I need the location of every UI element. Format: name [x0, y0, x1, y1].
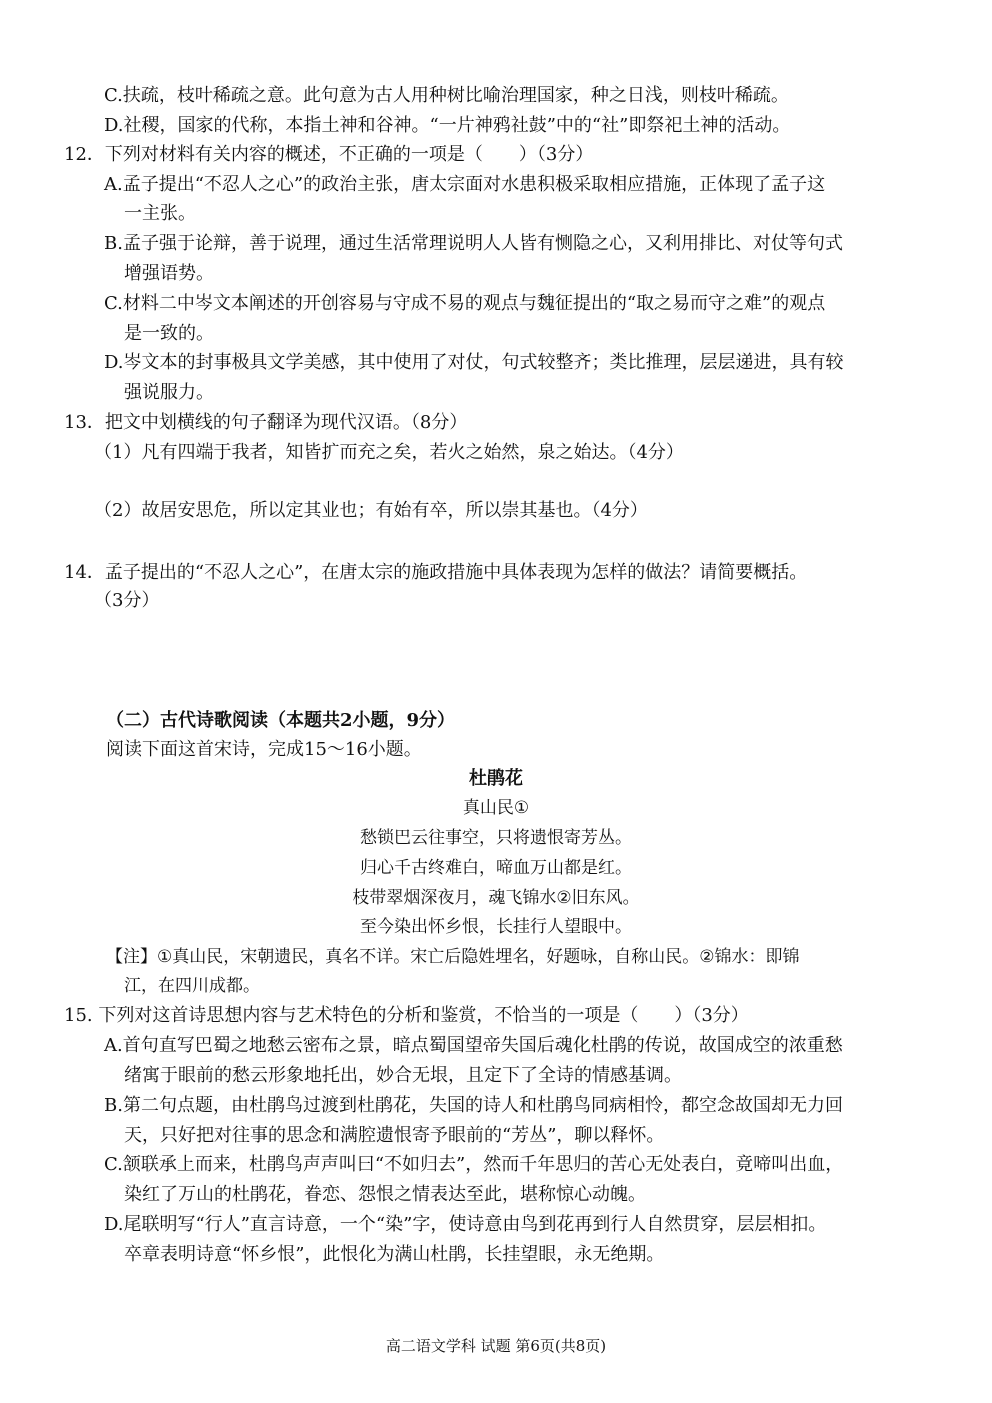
option-15-b-cont: 天，只好把对往事的思念和满腔遗恨寄予眼前的“芳丛”，聊以释怀。 [124, 1125, 665, 1146]
question-12-stem: 12．下列对材料有关内容的概述，不正确的一项是（ ）（3分） [64, 144, 594, 165]
poem-line-2: 归心千古终难白，啼血万山都是红。 [360, 858, 632, 878]
option-12-d: D.岑文本的封事极具文学美感，其中使用了对仗，句式较整齐；类比推理，层层递进，具有较 [104, 352, 844, 373]
page-footer: 高二语文学科 试题 第6页(共8页) [385, 1337, 607, 1355]
poem-line-1: 愁锁巴云往事空，只将遗恨寄芳丛。 [360, 828, 632, 848]
poem-author: 真山民① [462, 798, 530, 818]
option-15-d-cont: 卒章表明诗意“怀乡恨”，此恨化为满山杜鹃，长挂望眼，永无绝期。 [124, 1244, 665, 1265]
option-15-a: A.首句直写巴蜀之地愁云密布之景，暗点蜀国望帝失国后魂化杜鹃的传说，故国成空的浓重愁 [104, 1035, 843, 1056]
question-13-stem: 13．把文中划横线的句子翻译为现代汉语。（8分） [64, 412, 468, 433]
option-15-c: C.颔联承上而来，杜鹃鸟声声叫曰“不如归去”，然而千年思归的苦心无处表白，竟啼叫出血， [104, 1154, 844, 1175]
question-15-stem: 15. 下列对这首诗思想内容与艺术特色的分析和鉴赏，不恰当的一项是（ ）（3分） [64, 1005, 749, 1026]
option-12-a: A.孟子提出“不忍人之心”的政治主张，唐太宗面对水患积极采取相应措施，正体现了孟子这 [104, 174, 826, 195]
question-13-sentence-1: （1）凡有四端于我者，知皆扩而充之矣，若火之始然，泉之始达。（4分） [94, 442, 684, 463]
poem-line-3: 枝带翠烟深夜月，魂飞锦水②旧东风。 [352, 888, 640, 908]
option-12-b: B.孟子强于论辩，善于说理，通过生活常理说明人人皆有恻隐之心，又利用排比、对仗等句式 [104, 233, 843, 254]
option-12-d-cont: 强说服力。 [124, 382, 214, 403]
option-12-a-cont: 一主张。 [124, 203, 196, 224]
option-15-b: B.第二句点题，由杜鹃鸟过渡到杜鹃花，失国的诗人和杜鹃鸟同病相怜，都空念故国却无力回 [104, 1095, 843, 1116]
option-11-d: D.社稷，国家的代称，本指土神和谷神。“一片神鸦社鼓”中的“社”即祭祀土神的活动。 [104, 115, 791, 136]
section-2-heading: （二）古代诗歌阅读（本题共2小题，9分） [106, 710, 456, 731]
poem-title: 杜鹃花 [469, 768, 523, 789]
poem-note: 【注】①真山民，宋朝遗民，真名不详。宋亡后隐姓埋名，好题咏，自称山民。②锦水：即锦 [106, 947, 800, 967]
question-13-sentence-2: （2）故居安思危，所以定其业也；有始有卒，所以崇其基也。（4分） [94, 500, 648, 521]
question-14-points: （3分） [94, 590, 160, 611]
option-15-d: D.尾联明写“行人”直言诗意，一个“染”字，使诗意由鸟到花再到行人自然贯穿，层层相扣。 [104, 1214, 827, 1235]
poem-note-cont: 江，在四川成都。 [124, 976, 260, 996]
option-15-c-cont: 染红了万山的杜鹃花，眷恋、怨恨之情表达至此，堪称惊心动魄。 [124, 1184, 646, 1205]
option-12-b-cont: 增强语势。 [124, 263, 214, 284]
option-12-c: C.材料二中岑文本阐述的开创容易与守成不易的观点与魏征提出的“取之易而守之难”的观点 [104, 293, 826, 314]
poem-line-4: 至今染出怀乡恨，长挂行人望眼中。 [360, 917, 632, 937]
question-14-stem: 14．孟子提出的“不忍人之心”，在唐太宗的施政措施中具体表现为怎样的做法？请简要概括。 [64, 562, 808, 583]
option-12-c-cont: 是一致的。 [124, 323, 214, 344]
option-11-c: C.扶疏，枝叶稀疏之意。此句意为古人用种树比喻治理国家，种之日浅，则枝叶稀疏。 [104, 85, 789, 106]
option-15-a-cont: 绪寓于眼前的愁云形象地托出，妙合无垠，且定下了全诗的情感基调。 [124, 1065, 682, 1086]
section-2-intro: 阅读下面这首宋诗，完成15～16小题。 [106, 739, 422, 760]
